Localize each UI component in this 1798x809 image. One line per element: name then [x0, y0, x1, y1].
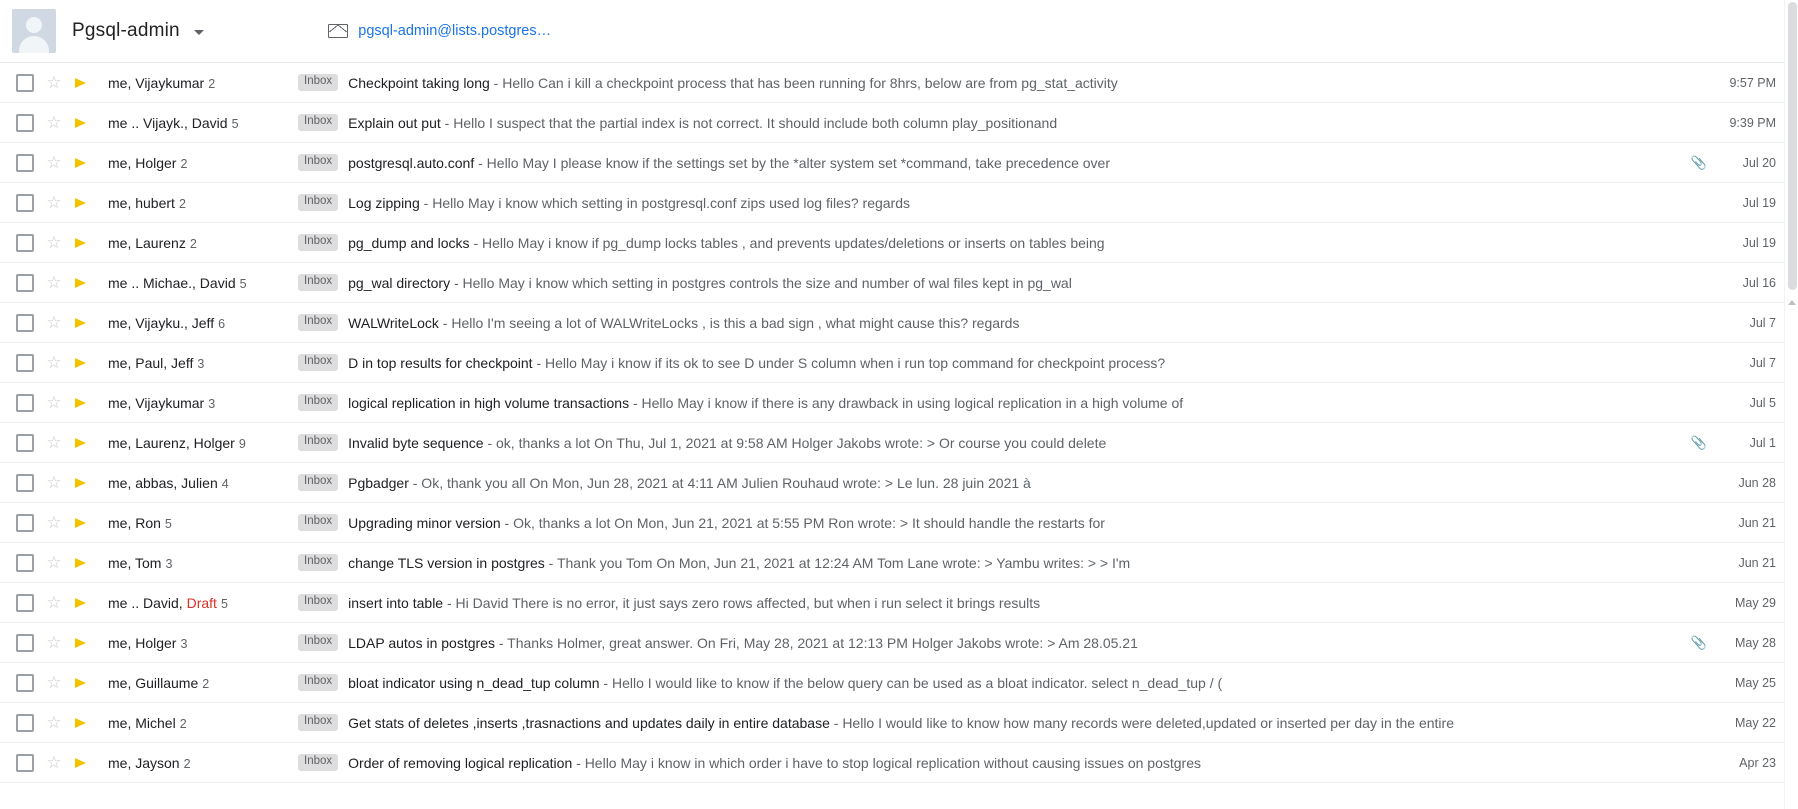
- message-date: Jun 21: [1738, 555, 1776, 570]
- checkbox-icon[interactable]: [16, 394, 34, 412]
- star-icon[interactable]: ☆: [46, 753, 62, 772]
- message-date: May 25: [1735, 675, 1776, 690]
- thread-count: 2: [183, 756, 191, 771]
- label-chip[interactable]: Inbox: [298, 274, 338, 291]
- message-subject: bloat indicator using n_dead_tup column: [348, 674, 600, 691]
- thread-count: 6: [218, 316, 226, 331]
- thread-count: 3: [197, 356, 205, 371]
- message-snippet: - Ok, thanks a lot On Mon, Jun 21, 2021 at 5:55 PM Ron wrote: > It should handle the restarts for: [500, 514, 1105, 531]
- label-chip[interactable]: Inbox: [298, 234, 338, 251]
- table-row[interactable]: [0, 343, 1798, 383]
- subject-and-snippet: [348, 675, 1686, 691]
- message-snippet: - Thanks Holmer, great answer. On Fri, May 28, 2021 at 12:13 PM Holger Jakobs wrote: > Am 28.05.21: [494, 634, 1138, 651]
- table-row[interactable]: [0, 543, 1798, 583]
- star-icon[interactable]: ☆: [46, 673, 62, 692]
- star-icon[interactable]: ☆: [46, 593, 62, 612]
- message-date: Jul 1: [1749, 435, 1776, 450]
- checkbox-icon[interactable]: [16, 634, 34, 652]
- message-date: Jun 21: [1738, 515, 1776, 530]
- group-address: [328, 23, 551, 39]
- message-snippet: - Ok, thank you all On Mon, Jun 28, 2021 at 4:11 AM Julien Rouhaud wrote: > Le lun. 28 juin 2021 à: [408, 474, 1031, 491]
- star-icon[interactable]: ☆: [46, 113, 62, 132]
- paperclip-icon[interactable]: 📎: [1690, 634, 1708, 650]
- checkbox-icon[interactable]: [16, 674, 34, 692]
- label-chip[interactable]: Inbox: [298, 74, 338, 91]
- sender-names: me, abbas, Julien 4: [108, 474, 229, 491]
- thread-count: 5: [220, 596, 228, 611]
- table-row[interactable]: [0, 383, 1798, 423]
- sender-names: me, Holger 2: [108, 154, 188, 171]
- message-snippet: - Hello May i know which setting in postgres controls the size and number of wal files kept in pg_wal: [450, 274, 1072, 291]
- message-subject: Get stats of deletes ,inserts ,trasnactions and updates daily in entire database: [348, 714, 830, 731]
- subject-and-snippet: [348, 395, 1686, 411]
- thread-count: 5: [239, 276, 247, 291]
- important-marker-icon[interactable]: [74, 635, 90, 651]
- message-snippet: - Hello I would like to know how many records were deleted,updated or inserted per day in the entire: [829, 714, 1454, 731]
- message-snippet: - Hello I would like to know if the below query can be used as a bloat indicator. select n_dead_tup / (: [599, 674, 1223, 691]
- thread-count: 2: [178, 196, 186, 211]
- label-chip[interactable]: Inbox: [298, 514, 338, 531]
- star-icon[interactable]: ☆: [46, 513, 62, 532]
- message-date: Jul 7: [1749, 315, 1776, 330]
- checkbox-icon[interactable]: [16, 314, 34, 332]
- thread-count: 5: [164, 516, 172, 531]
- message-date: Apr 23: [1739, 755, 1776, 770]
- thread-count: 2: [208, 76, 216, 91]
- subject-and-snippet: [348, 555, 1686, 571]
- thread-count: 4: [221, 476, 229, 491]
- table-row[interactable]: [0, 743, 1798, 783]
- draft-marker: Draft: [186, 594, 217, 611]
- sender-names: me, Vijaykumar 2: [108, 74, 216, 91]
- subject-and-snippet: [348, 435, 1686, 451]
- sender-names: me, Tom 3: [108, 554, 173, 571]
- checkbox-icon[interactable]: [16, 234, 34, 252]
- message-snippet: - Hello Can i kill a checkpoint process that has been running for 8hrs, below are from pg_stat_activity: [489, 74, 1118, 91]
- checkbox-icon[interactable]: [16, 514, 34, 532]
- thread-count: 2: [189, 236, 197, 251]
- message-subject: Log zipping: [348, 194, 420, 211]
- label-chip[interactable]: Inbox: [298, 154, 338, 171]
- table-row[interactable]: [0, 423, 1798, 463]
- checkbox-icon[interactable]: [16, 474, 34, 492]
- label-chip[interactable]: Inbox: [298, 634, 338, 651]
- vertical-scrollbar[interactable]: [1784, 0, 1798, 809]
- subject-and-snippet: [348, 315, 1686, 331]
- message-subject: LDAP autos in postgres: [348, 634, 495, 651]
- subject-and-snippet: [348, 275, 1686, 291]
- subject-and-snippet: [348, 515, 1686, 531]
- table-row[interactable]: [0, 623, 1798, 663]
- checkbox-icon[interactable]: [16, 154, 34, 172]
- message-subject: pg_wal directory: [348, 274, 451, 291]
- label-chip[interactable]: Inbox: [298, 354, 338, 371]
- sender-names: me, Laurenz 2: [108, 234, 197, 251]
- message-date: Jul 16: [1742, 275, 1776, 290]
- message-snippet: - Hello May i know which setting in postgresql.conf zips used log files? regards: [419, 194, 910, 211]
- star-icon[interactable]: ☆: [46, 353, 62, 372]
- table-row[interactable]: [0, 263, 1798, 303]
- message-subject: Explain out put: [348, 114, 441, 131]
- label-chip[interactable]: Inbox: [298, 314, 338, 331]
- message-subject: insert into table: [348, 594, 444, 611]
- label-chip[interactable]: Inbox: [298, 194, 338, 211]
- checkbox-icon[interactable]: [16, 714, 34, 732]
- subject-and-snippet: [348, 115, 1686, 131]
- sender-names: me, Jayson 2: [108, 754, 191, 771]
- important-marker-icon[interactable]: [74, 115, 90, 131]
- sender-names: me, Michel 2: [108, 714, 187, 731]
- important-marker-icon[interactable]: [74, 675, 90, 691]
- sender-names: me, Vijayku., Jeff 6: [108, 314, 226, 331]
- important-marker-icon[interactable]: [74, 75, 90, 91]
- star-icon[interactable]: ☆: [46, 273, 62, 292]
- sender-names: me .. Michae., David 5: [108, 274, 247, 291]
- label-chip[interactable]: Inbox: [298, 714, 338, 731]
- message-subject: Invalid byte sequence: [348, 434, 484, 451]
- subject-and-snippet: [348, 355, 1686, 371]
- label-chip[interactable]: Inbox: [298, 754, 338, 771]
- important-marker-icon[interactable]: [74, 155, 90, 171]
- star-icon[interactable]: ☆: [46, 713, 62, 732]
- subject-and-snippet: [348, 635, 1686, 651]
- important-marker-icon[interactable]: [74, 275, 90, 291]
- checkbox-icon[interactable]: [16, 274, 34, 292]
- star-icon[interactable]: ☆: [46, 633, 62, 652]
- checkbox-icon[interactable]: [16, 114, 34, 132]
- sender-names: me, Ron 5: [108, 514, 172, 531]
- table-row[interactable]: [0, 503, 1798, 543]
- table-row[interactable]: [0, 703, 1798, 743]
- message-date: Jul 20: [1742, 155, 1776, 170]
- table-row[interactable]: [0, 463, 1798, 503]
- important-marker-icon[interactable]: [74, 195, 90, 211]
- table-row[interactable]: [0, 583, 1798, 623]
- mailbox-header: [0, 0, 1798, 62]
- table-row[interactable]: [0, 223, 1798, 263]
- message-subject: Upgrading minor version: [348, 514, 501, 531]
- important-marker-icon[interactable]: [74, 355, 90, 371]
- checkbox-icon[interactable]: [16, 754, 34, 772]
- table-row[interactable]: [0, 103, 1798, 143]
- star-icon[interactable]: ☆: [46, 553, 62, 572]
- message-subject: Checkpoint taking long: [348, 74, 490, 91]
- star-icon[interactable]: ☆: [46, 313, 62, 332]
- avatar-head: [26, 17, 42, 33]
- important-marker-icon[interactable]: [74, 715, 90, 731]
- message-date: Jul 19: [1742, 195, 1776, 210]
- page-title: [72, 20, 204, 42]
- message-snippet: - Hello May i know if its ok to see D under S column when i run top command for checkpoint process?: [532, 354, 1166, 371]
- checkbox-icon[interactable]: [16, 354, 34, 372]
- sender-names: me, Paul, Jeff 3: [108, 354, 205, 371]
- important-marker-icon[interactable]: [74, 475, 90, 491]
- group-address-link[interactable]: pgsql-admin@lists.postgres…: [358, 23, 552, 39]
- message-snippet: - Hi David There is no error, it just says zero rows affected, but when i run select it brings results: [443, 594, 1041, 611]
- message-date: Jul 19: [1742, 235, 1776, 250]
- star-icon[interactable]: ☆: [46, 73, 62, 92]
- sender-names: me, Guillaume 2: [108, 674, 210, 691]
- sender-names: me, Laurenz, Holger 9: [108, 434, 246, 451]
- label-chip[interactable]: Inbox: [298, 434, 338, 451]
- message-subject: postgresql.auto.conf: [348, 154, 475, 171]
- message-snippet: - ok, thanks a lot On Thu, Jul 1, 2021 at 9:58 AM Holger Jakobs wrote: > Or course you could delete: [483, 434, 1107, 451]
- chevron-down-icon[interactable]: [194, 30, 204, 35]
- important-marker-icon[interactable]: [74, 595, 90, 611]
- important-marker-icon[interactable]: [74, 555, 90, 571]
- avatar: [12, 9, 56, 53]
- thread-count: 2: [202, 676, 210, 691]
- message-subject: logical replication in high volume transactions: [348, 394, 630, 411]
- thread-count: 2: [179, 716, 187, 731]
- label-chip[interactable]: Inbox: [298, 474, 338, 491]
- message-snippet: - Hello I suspect that the partial index is not correct. It should include both column play_positionand: [440, 114, 1058, 131]
- subject-and-snippet: [348, 155, 1686, 171]
- sender-names: me .. David, Draft 5: [108, 594, 228, 611]
- message-date: May 29: [1735, 595, 1776, 610]
- message-snippet: - Hello I'm seeing a lot of WALWriteLocks , is this a bad sign , what might cause this? regards: [438, 314, 1020, 331]
- subject-and-snippet: [348, 475, 1686, 491]
- label-chip[interactable]: Inbox: [298, 594, 338, 611]
- checkbox-icon[interactable]: [16, 194, 34, 212]
- sender-names: me, hubert 2: [108, 194, 186, 211]
- message-date: May 28: [1735, 635, 1776, 650]
- message-date: Jul 7: [1749, 355, 1776, 370]
- group-title-text: Pgsql-admin: [72, 20, 180, 41]
- scrollbar-thumb[interactable]: [1788, 2, 1797, 290]
- checkbox-icon[interactable]: [16, 594, 34, 612]
- thread-count: 2: [180, 156, 188, 171]
- star-icon[interactable]: ☆: [46, 393, 62, 412]
- message-snippet: - Thank you Tom On Mon, Jun 21, 2021 at 12:24 AM Tom Lane wrote: > Yambu writes: > > I'm: [544, 554, 1131, 571]
- label-chip[interactable]: Inbox: [298, 674, 338, 691]
- checkbox-icon[interactable]: [16, 74, 34, 92]
- paperclip-icon[interactable]: 📎: [1690, 434, 1708, 450]
- table-row[interactable]: [0, 183, 1798, 223]
- message-snippet: - Hello May i know if pg_dump locks tables , and prevents updates/deletions or inserts on tables being: [469, 234, 1105, 251]
- message-subject: WALWriteLock: [348, 314, 439, 331]
- table-row[interactable]: [0, 143, 1798, 183]
- message-date: 9:57 PM: [1729, 75, 1776, 90]
- subject-and-snippet: [348, 595, 1686, 611]
- subject-and-snippet: [348, 195, 1686, 211]
- sender-names: me .. Vijayk., David 5: [108, 114, 239, 131]
- star-icon[interactable]: ☆: [46, 433, 62, 452]
- important-marker-icon[interactable]: [74, 235, 90, 251]
- message-date: Jul 5: [1749, 395, 1776, 410]
- message-date: Jun 28: [1738, 475, 1776, 490]
- thread-count: 9: [238, 436, 246, 451]
- envelope-icon: [328, 24, 348, 38]
- subject-and-snippet: [348, 75, 1686, 91]
- message-date: May 22: [1735, 715, 1776, 730]
- subject-and-snippet: [348, 235, 1686, 251]
- checkbox-icon[interactable]: [16, 434, 34, 452]
- label-chip[interactable]: Inbox: [298, 394, 338, 411]
- important-marker-icon[interactable]: [74, 515, 90, 531]
- subject-and-snippet: [348, 715, 1686, 731]
- sender-names: me, Holger 3: [108, 634, 188, 651]
- label-chip[interactable]: Inbox: [298, 554, 338, 571]
- message-snippet: - Hello May I please know if the settings set by the *alter system set *command, take precedence over: [474, 154, 1110, 171]
- message-snippet: - Hello May i know in which order i have to stop logical replication without causing issues on postgres: [572, 754, 1202, 771]
- avatar-body: [19, 36, 49, 53]
- thread-count: 3: [208, 396, 216, 411]
- paperclip-icon[interactable]: 📎: [1690, 154, 1708, 170]
- table-row[interactable]: [0, 63, 1798, 103]
- star-icon[interactable]: ☆: [46, 233, 62, 252]
- subject-and-snippet: [348, 755, 1686, 771]
- thread-count: 3: [180, 636, 188, 651]
- important-marker-icon[interactable]: [74, 435, 90, 451]
- label-chip[interactable]: Inbox: [298, 114, 338, 131]
- message-subject: D in top results for checkpoint: [348, 354, 533, 371]
- message-subject: Order of removing logical replication: [348, 754, 573, 771]
- thread-count: 3: [165, 556, 173, 571]
- important-marker-icon[interactable]: [74, 395, 90, 411]
- thread-count: 5: [231, 116, 239, 131]
- message-subject: Pgbadger: [348, 474, 409, 491]
- message-subject: pg_dump and locks: [348, 234, 470, 251]
- table-row[interactable]: [0, 303, 1798, 343]
- table-row[interactable]: [0, 663, 1798, 703]
- star-icon[interactable]: ☆: [46, 473, 62, 492]
- message-subject: change TLS version in postgres: [348, 554, 545, 571]
- sender-names: me, Vijaykumar 3: [108, 394, 216, 411]
- message-date: 9:39 PM: [1729, 115, 1776, 130]
- star-icon[interactable]: ☆: [46, 193, 62, 212]
- message-snippet: - Hello May i know if there is any drawback in using logical replication in a high volume of: [629, 394, 1184, 411]
- mail-list: [0, 62, 1798, 783]
- important-marker-icon[interactable]: [74, 755, 90, 771]
- scroll-up-arrow-icon[interactable]: [1788, 300, 1796, 305]
- important-marker-icon[interactable]: [74, 315, 90, 331]
- checkbox-icon[interactable]: [16, 554, 34, 572]
- star-icon[interactable]: ☆: [46, 153, 62, 172]
